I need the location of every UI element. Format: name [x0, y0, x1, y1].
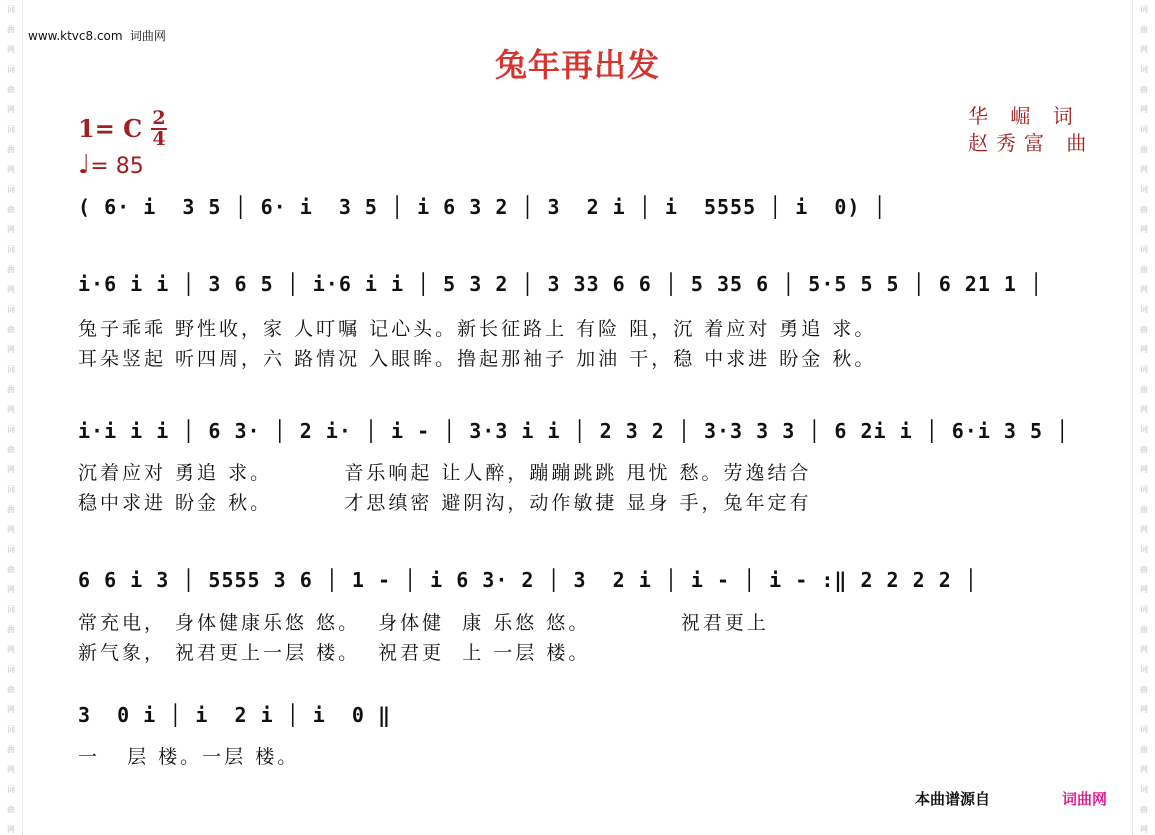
watermark-glyph: 词: [7, 665, 15, 674]
watermark-glyph: 词: [1140, 785, 1148, 794]
watermark-glyph: 曲: [7, 205, 15, 214]
time-signature-bottom: 4: [152, 128, 166, 150]
watermark-glyph: 词: [1140, 545, 1148, 554]
watermark-glyph: 词: [7, 65, 15, 74]
composer-credit: 赵秀富 曲: [968, 131, 1095, 155]
watermark-glyph: 曲: [7, 325, 15, 334]
watermark-glyph: 曲: [7, 85, 15, 94]
watermark-glyph: 词: [7, 305, 15, 314]
watermark-glyph: 词: [7, 605, 15, 614]
lyric-row-3-verse-1: 沉着应对 勇追 求。 音乐响起 让人醉，蹦蹦跳跳 甩忧 愁。劳逸结合: [78, 462, 812, 484]
watermark-glyph: 曲: [1140, 745, 1148, 754]
watermark-glyph: 词: [7, 425, 15, 434]
watermark-glyph: 网: [7, 525, 15, 534]
watermark-glyph: 网: [1140, 405, 1148, 414]
watermark-glyph: 词: [1140, 425, 1148, 434]
watermark-glyph: 曲: [7, 145, 15, 154]
watermark-glyph: 词: [7, 125, 15, 134]
watermark-glyph: 网: [1140, 285, 1148, 294]
watermark-glyph: 网: [7, 465, 15, 474]
source-site-link[interactable]: 词曲网: [1062, 790, 1108, 808]
watermark-glyph: 词: [1140, 665, 1148, 674]
lyric-row-2-verse-2: 耳朵竖起 听四周，六 路情况 入眼眸。撸起那袖子 加油 干，稳 中求进 盼金 秋。: [78, 348, 877, 370]
watermark-glyph: 曲: [1140, 325, 1148, 334]
watermark-glyph: 网: [1140, 165, 1148, 174]
watermark-glyph: 网: [7, 165, 15, 174]
credits: [968, 103, 1094, 157]
watermark-glyph: 曲: [7, 265, 15, 274]
watermark-glyph: 网: [7, 225, 15, 234]
watermark-glyph: 词: [1140, 365, 1148, 374]
key-signature: 1= C: [78, 114, 143, 143]
watermark-glyph: 曲: [1140, 505, 1148, 514]
watermark-glyph: 网: [7, 825, 15, 834]
watermark-glyph: 曲: [7, 385, 15, 394]
watermark-glyph: 词: [7, 485, 15, 494]
left-watermark-strip: [0, 0, 23, 835]
watermark-glyph: 词: [1140, 725, 1148, 734]
lyric-row-3-verse-2: 稳中求进 盼金 秋。 才思缜密 避阴沟，动作敏捷 显身 手，兔年定有: [78, 492, 812, 514]
watermark-glyph: 网: [7, 645, 15, 654]
watermark-glyph: 网: [1140, 705, 1148, 714]
watermark-glyph: 网: [1140, 465, 1148, 474]
lyric-row-4-verse-2: 新气象， 祝君更上一层 楼。 祝君更 上 一层 楼。: [78, 642, 591, 664]
watermark-glyph: 网: [1140, 105, 1148, 114]
watermark-glyph: 曲: [7, 505, 15, 514]
watermark-glyph: 网: [7, 705, 15, 714]
watermark-glyph: 曲: [7, 565, 15, 574]
watermark-glyph: 网: [7, 405, 15, 414]
watermark-glyph: 词: [7, 245, 15, 254]
watermark-glyph: 曲: [7, 805, 15, 814]
watermark-glyph: 曲: [1140, 625, 1148, 634]
watermark-glyph: 网: [7, 285, 15, 294]
watermark-glyph: 曲: [7, 745, 15, 754]
watermark-glyph: 曲: [1140, 25, 1148, 34]
watermark-glyph: 词: [1140, 605, 1148, 614]
watermark-glyph: 曲: [1140, 85, 1148, 94]
watermark-glyph: 网: [1140, 45, 1148, 54]
watermark-glyph: 曲: [7, 685, 15, 694]
quarter-note-icon: ♩: [78, 150, 91, 180]
watermark-glyph: 词: [1140, 185, 1148, 194]
right-watermark-strip: [1132, 0, 1155, 835]
watermark-glyph: 词: [1140, 485, 1148, 494]
watermark-glyph: 网: [1140, 525, 1148, 534]
watermark-glyph: 曲: [1140, 445, 1148, 454]
watermark-glyph: 网: [1140, 345, 1148, 354]
watermark-glyph: 曲: [1140, 565, 1148, 574]
watermark-glyph: 词: [1140, 305, 1148, 314]
watermark-glyph: 网: [7, 345, 15, 354]
watermark-glyph: 网: [1140, 825, 1148, 834]
time-signature: [151, 107, 167, 150]
tempo-marking: [78, 150, 144, 180]
watermark-glyph: 网: [7, 105, 15, 114]
lyric-row-4-verse-1: 常充电， 身体健康乐悠 悠。 身体健 康 乐悠 悠。 祝君更上: [78, 612, 769, 634]
watermark-glyph: 网: [7, 585, 15, 594]
notation-row-3: i·i i i │ 6 3· │ 2 i· │ i - │ 3·3 i i │ 2 3 2 │ 3·3 3 3 │ 6 2i i │ 6·i 3 5 │: [78, 419, 1070, 443]
watermark-glyph: 曲: [1140, 145, 1148, 154]
watermark-glyph: 曲: [1140, 205, 1148, 214]
watermark-glyph: 网: [7, 45, 15, 54]
watermark-glyph: 词: [1140, 65, 1148, 74]
watermark-glyph: 词: [7, 785, 15, 794]
watermark-glyph: 曲: [7, 25, 15, 34]
watermark-glyph: 词: [1140, 245, 1148, 254]
watermark-glyph: 网: [1140, 585, 1148, 594]
watermark-glyph: 网: [7, 765, 15, 774]
watermark-glyph: 词: [1140, 5, 1148, 14]
watermark-glyph: 词: [1140, 125, 1148, 134]
watermark-glyph: 词: [7, 365, 15, 374]
site-url[interactable]: www.ktvc8.com 词曲网: [28, 29, 166, 43]
watermark-glyph: 曲: [7, 445, 15, 454]
watermark-glyph: 曲: [7, 625, 15, 634]
watermark-glyph: 词: [7, 5, 15, 14]
source-label: 本曲谱源自: [915, 790, 991, 808]
watermark-glyph: 网: [1140, 225, 1148, 234]
watermark-glyph: 词: [7, 185, 15, 194]
lyric-row-2-verse-1: 兔子乖乖 野性收，家 人叮嘱 记心头。新长征路上 有险 阻，沉 着应对 勇追 求。: [78, 318, 877, 340]
notation-row-4: 6 6 i 3 │ 5555 3 6 │ 1 - │ i 6 3· 2 │ 3 2 i │ i - │ i - :‖ 2 2 2 2 │: [78, 568, 978, 592]
notation-row-2: i·6 i i │ 3 6 5 │ i·6 i i │ 5 3 2 │ 3 33 6 6 │ 5 35 6 │ 5·5 5 5 │ 6 21 1 │: [78, 272, 1044, 296]
notation-row-5: 3 0 i │ i 2 i │ i 0 ‖: [78, 703, 391, 727]
watermark-glyph: 曲: [1140, 265, 1148, 274]
lyric-row-5-verse-1: 一 层 楼。一层 楼。: [78, 746, 300, 768]
watermark-glyph: 网: [1140, 645, 1148, 654]
watermark-glyph: 词: [7, 725, 15, 734]
time-signature-top: 2: [152, 107, 166, 129]
tempo-value: = 85: [90, 154, 144, 179]
notation-row-1: ( 6· i 3 5 │ 6· i 3 5 │ i 6 3 2 │ 3 2 i │ i 5555 │ i 0) │: [78, 195, 887, 219]
lyricist-credit: 华 崛 词: [968, 104, 1081, 128]
watermark-glyph: 网: [1140, 765, 1148, 774]
watermark-glyph: 曲: [1140, 805, 1148, 814]
watermark-glyph: 词: [7, 545, 15, 554]
watermark-glyph: 曲: [1140, 685, 1148, 694]
watermark-glyph: 曲: [1140, 385, 1148, 394]
song-title: 兔年再出发: [494, 46, 660, 84]
